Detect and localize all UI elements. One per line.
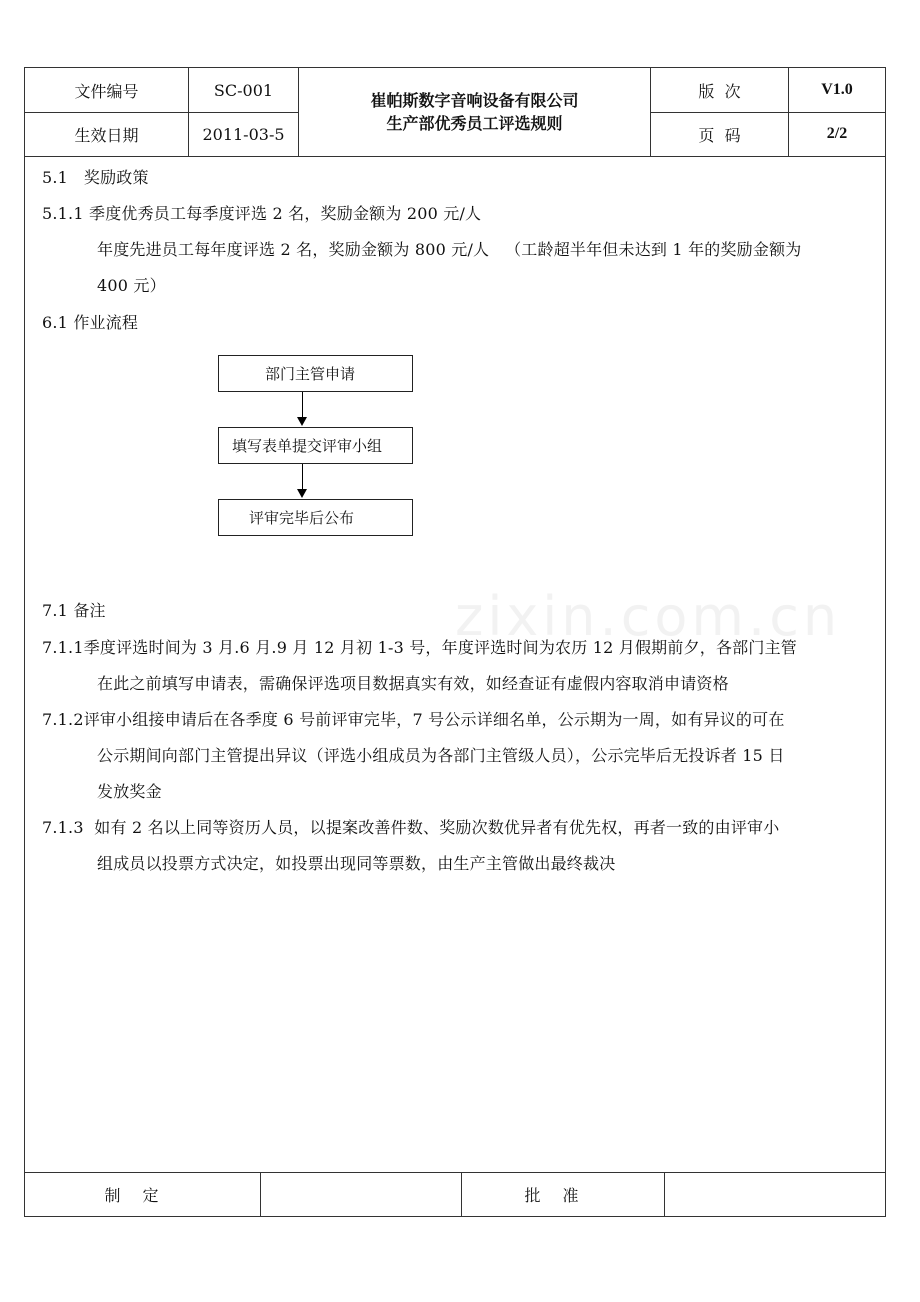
- page-value: 2/2: [826, 125, 848, 142]
- section-7-1: 7.1 备注: [42, 601, 106, 620]
- company-title-block: [299, 68, 651, 156]
- version-label: 版 次: [651, 68, 789, 112]
- flow-arrow-1-head: [297, 417, 307, 426]
- section-7-1-3-line2: 组成员以投票方式决定，如投票出现同等票数，由生产主管做出最终裁决: [97, 854, 616, 873]
- made-by-value: [260, 1172, 461, 1217]
- effective-date-value: 2011-03-5: [189, 112, 299, 156]
- section-7-1-2-line3: 发放奖金: [97, 782, 162, 801]
- section-7-1-1-line1: 7.1.1季度评选时间为 3 月.6 月.9 月 12 月初 1-3 号，年度评选时间为农历 12 月假期前夕，各部门主管: [42, 638, 797, 657]
- flow-arrow-2-head: [297, 489, 307, 498]
- flow-step-submit-label: 填写表单提交评审小组: [232, 437, 383, 455]
- approved-by-value: [664, 1172, 885, 1217]
- doc-no-value: SC-001: [189, 68, 299, 112]
- section-5-1-1-line3: 400 元）: [97, 276, 166, 295]
- company-name: 崔帕斯数字音响设备有限公司: [370, 91, 579, 110]
- flow-arrow-1: [302, 392, 303, 417]
- approved-by-label: [461, 1172, 664, 1217]
- doc-no-label: 文件编号: [25, 68, 189, 112]
- header-bottom-border: [25, 156, 885, 157]
- header-divider-right: [651, 112, 885, 113]
- section-7-1-2-line1: 7.1.2评审小组接申请后在各季度 6 号前评审完毕，7 号公示详细名单，公示期为一周，如有异议的可在: [42, 710, 785, 729]
- section-5-1-1-line2: 年度先进员工每年度评选 2 名，奖励金额为 800 元/人 （工龄超半年但未达到 1 年的奖励金额为: [97, 240, 802, 259]
- flow-step-publish-label: 评审完毕后公布: [249, 509, 355, 527]
- flow-step-submit: [218, 427, 413, 464]
- section-7-1-1-line2: 在此之前填写申请表，需确保评选项目数据真实有效，如经查证有虚假内容取消申请资格: [97, 674, 729, 693]
- header-divider-left: [25, 112, 299, 113]
- watermark: zixin.com.cn: [455, 585, 842, 648]
- version-value: V1.0: [821, 81, 853, 98]
- flow-step-apply-label: 部门主管申请: [265, 365, 356, 383]
- section-7-1-3-line1: 7.1.3 如有 2 名以上同等资历人员，以提案改善件数、奖励次数优异者有优先权，再者一致的由评审小: [42, 818, 780, 837]
- section-5-1: 5.1 奖励政策: [42, 168, 149, 187]
- section-7-1-2-line2: 公示期间向部门主管提出异议（评选小组成员为各部门主管级人员），公示完毕后无投诉者 15 日: [97, 746, 785, 765]
- flow-step-apply: [218, 355, 413, 392]
- made-by-label-text: 制定: [104, 1186, 181, 1205]
- approved-by-label-text: 批准: [524, 1186, 601, 1205]
- document-title: 生产部优秀员工评选规则: [386, 114, 563, 133]
- page-label: 页 码: [651, 112, 789, 156]
- effective-date-label: 生效日期: [25, 112, 189, 156]
- made-by-label: [25, 1172, 260, 1217]
- section-5-1-1-line1: 5.1.1 季度优秀员工每季度评选 2 名，奖励金额为 200 元/人: [42, 204, 482, 223]
- flow-step-publish: [218, 499, 413, 536]
- flow-arrow-2: [302, 464, 303, 490]
- section-6-1: 6.1 作业流程: [42, 313, 139, 332]
